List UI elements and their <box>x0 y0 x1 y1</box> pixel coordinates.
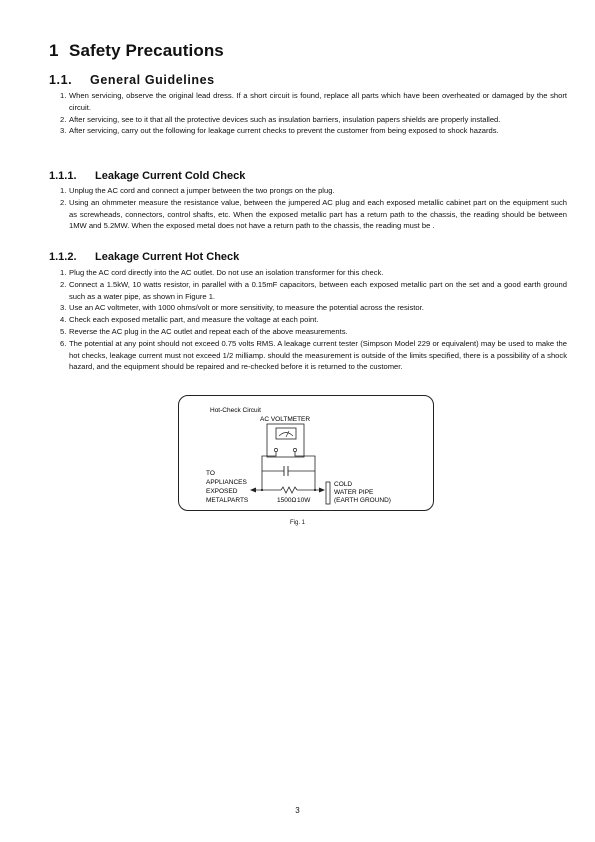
voltmeter-terminal <box>293 448 296 451</box>
subsection-number: 1.1.2. <box>49 251 77 263</box>
list-item: 2. Using an ohmmeter measure the resistance value, between the jumpered AC plug and each exposed metallic cabinet part on the equipment such as screwheads, connectors, control shafts, etc. When the exposed metallic part has a return path to the chassis, the reading should be between 1MW and 5.2MW. When the exposed metal does not have a return path to the chassis, the reading must be . <box>60 197 567 231</box>
title-number: 1 <box>49 41 59 60</box>
dial-arc <box>279 433 293 437</box>
page-number: 3 <box>295 806 300 815</box>
arrow-left-icon <box>250 488 256 493</box>
section-number: 1.1. <box>49 73 73 87</box>
arrow-right-icon <box>319 488 325 493</box>
section-heading-general <box>49 73 215 87</box>
general-guidelines-list <box>60 90 567 137</box>
subsection-heading-cold-check <box>49 170 245 182</box>
page-title <box>49 41 224 61</box>
wattage-label: 10W <box>297 497 311 504</box>
cold-check-list <box>60 185 567 232</box>
meter-label: AC VOLTMETER <box>260 416 311 423</box>
appliance-label: TO APPLIANCES EXPOSED METALPARTS <box>206 470 249 504</box>
subsection-title: Leakage Current Cold Check <box>95 170 246 182</box>
figure-title: Hot-Check Circuit <box>210 407 261 414</box>
voltmeter-terminal <box>274 448 277 451</box>
title-text: Safety Precautions <box>69 41 224 60</box>
subsection-heading-hot-check <box>49 251 239 263</box>
list-item: 3. After servicing, carry out the following for leakage current checks to prevent the customer from being exposed to shock hazards. <box>60 126 499 136</box>
list-item: 1. Plug the AC cord directly into the AC outlet. Do not use an isolation transformer for this check. <box>60 268 384 277</box>
list-item: 2. Connect a 1.5kW, 10 watts resistor, in parallel with a 0.15mF capacitors, between each exposed metallic part on the set and a good earth ground such as a water pipe, as shown in Figure 1. <box>60 279 567 301</box>
subsection-number: 1.1.1. <box>49 170 77 182</box>
dial-needle <box>286 431 289 437</box>
subsection-title: Leakage Current Hot Check <box>95 251 240 263</box>
list-item: 4. Check each exposed metallic part, and measure the voltage at each point. <box>60 315 319 325</box>
list-item: 5. Reverse the AC plug in the AC outlet and repeat each of the above measurements. <box>60 326 348 336</box>
voltmeter-dial <box>276 428 296 439</box>
hot-check-circuit-figure <box>178 395 434 511</box>
water-pipe <box>326 482 330 504</box>
junction-dot <box>314 489 316 491</box>
figure-caption: Fig. 1 <box>289 520 305 526</box>
list-item: 1. When servicing, observe the original lead dress. If a short circuit is found, replace all parts which have been overheated or damaged by the short circuit. <box>60 91 567 112</box>
list-item: 1. Unplug the AC cord and connect a jumper between the two prongs on the plug. <box>60 186 335 195</box>
list-item: 6. The potential at any point should not exceed 0.75 volts RMS. A leakage current tester (Simpson Model 229 or equivalent) may be used to make the hot checks, leakage current must not exceed 1/2 milliamp. should the measurement is outside of the limits specified, there is a possibility of a shock hazard, and the equipment should be repaired and re-checked before it is returned to the customer. <box>60 338 567 372</box>
section-title: General Guidelines <box>90 73 215 87</box>
ground-label: COLD WATER PIPE (EARTH GROUND) <box>334 481 391 504</box>
hot-check-list <box>60 267 567 373</box>
junction-dot <box>261 489 263 491</box>
voltmeter-body <box>267 424 304 457</box>
circuit-diagram <box>179 396 435 512</box>
resistor-value: 1500Ω <box>277 497 297 504</box>
list-item: 3. Use an AC voltmeter, with 1000 ohms/volt or more sensitivity, to measure the potential across the resistor. <box>60 303 424 313</box>
resistor-symbol <box>281 487 297 493</box>
list-item: 2. After servicing, see to it that all the protective devices such as insulation barriers, insulation papers shields are properly installed. <box>60 114 501 124</box>
